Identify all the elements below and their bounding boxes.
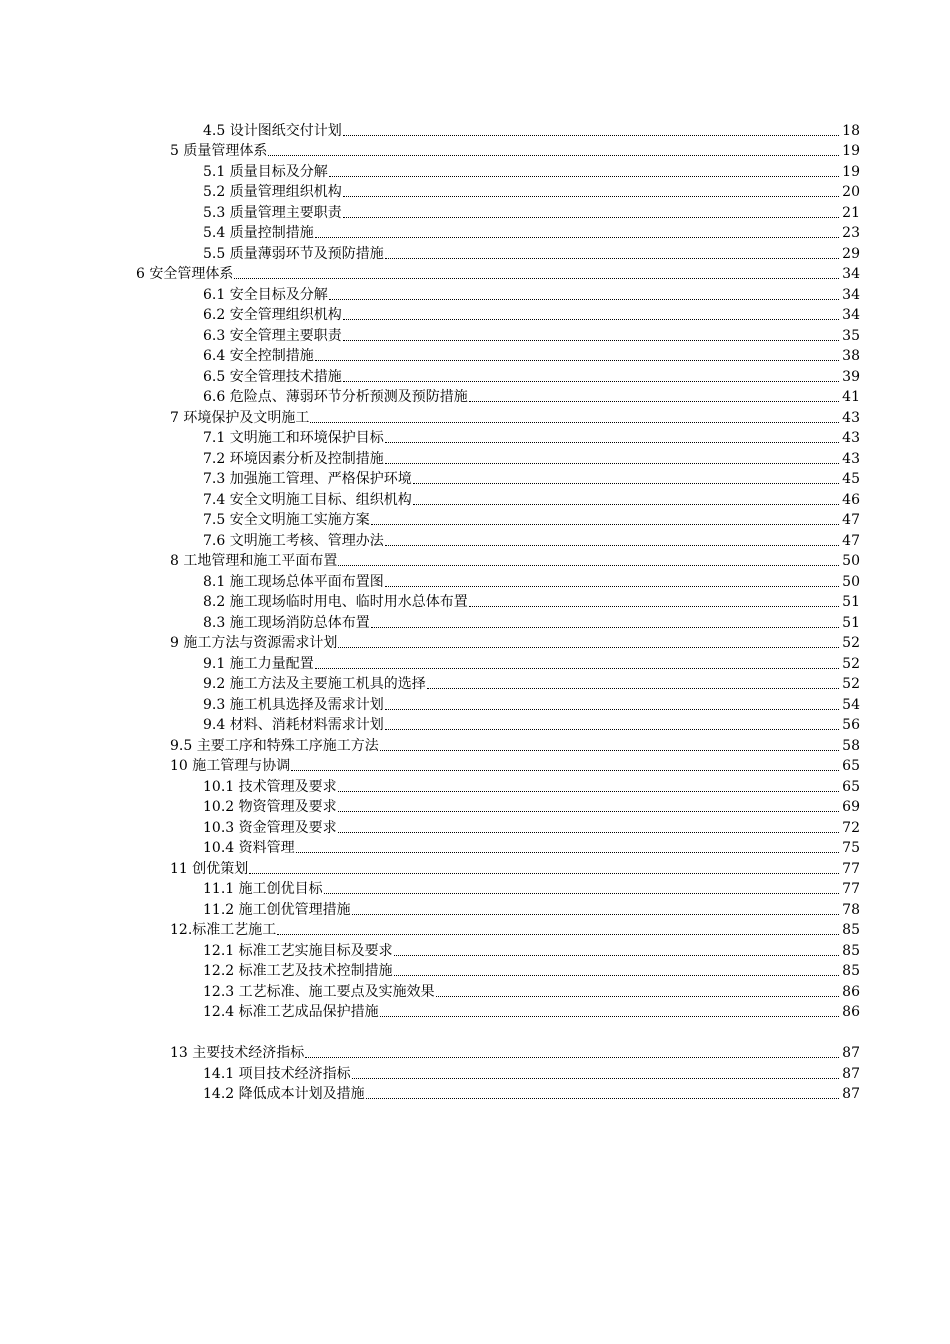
toc-entry[interactable] (0, 447, 950, 468)
toc-entry[interactable] (0, 160, 950, 181)
toc-entry[interactable] (0, 919, 950, 940)
toc-dot-leader (315, 668, 839, 669)
toc-entry-title: 8.3 施工现场消防总体布置 (203, 614, 370, 631)
toc-entry-page-number: 35 (842, 327, 860, 344)
toc-dot-leader (385, 258, 839, 259)
toc-entry[interactable] (0, 939, 950, 960)
toc-dot-leader (427, 688, 839, 689)
toc-dot-leader (385, 463, 839, 464)
toc-entry-page-number: 58 (842, 737, 860, 754)
toc-entry-page-number: 87 (842, 1065, 860, 1082)
toc-entry[interactable] (0, 570, 950, 591)
toc-spacer (0, 1021, 950, 1042)
toc-dot-leader (343, 381, 839, 382)
toc-entry-title: 8.2 施工现场临时用电、临时用水总体布置 (203, 594, 468, 610)
toc-dot-leader (305, 1057, 839, 1058)
toc-dot-leader (385, 545, 839, 546)
toc-entry[interactable] (0, 980, 950, 1001)
toc-entry[interactable] (0, 1042, 950, 1063)
toc-entry[interactable] (0, 140, 950, 161)
toc-entry-title: 6.5 安全管理技术措施 (203, 368, 342, 385)
toc-entry-title: 6 安全管理体系 (136, 266, 234, 282)
toc-entry-page-number: 34 (842, 266, 860, 282)
toc-entry-title: 9 施工方法与资源需求计划 (170, 635, 338, 651)
toc-entry[interactable] (0, 283, 950, 304)
toc-entry-page-number: 34 (842, 286, 860, 303)
toc-entry-title: 8.1 施工现场总体平面布置图 (203, 573, 384, 590)
toc-entry-title: 5.5 质量薄弱环节及预防措施 (203, 245, 384, 262)
table-of-contents (0, 119, 950, 1103)
toc-dot-leader (268, 155, 839, 156)
toc-entry-page-number: 65 (842, 758, 860, 774)
toc-dot-leader (436, 996, 839, 997)
toc-dot-leader (469, 401, 839, 402)
toc-entry-page-number: 50 (842, 573, 860, 590)
toc-dot-leader (296, 852, 839, 853)
toc-entry[interactable] (0, 222, 950, 243)
toc-entry[interactable] (0, 509, 950, 530)
toc-dot-leader (338, 791, 839, 792)
toc-entry-page-number: 86 (842, 983, 860, 1000)
toc-entry-title: 9.1 施工力量配置 (203, 655, 314, 672)
toc-entry-page-number: 52 (842, 676, 860, 692)
toc-entry-title: 5.4 质量控制措施 (203, 225, 314, 241)
toc-dot-leader (413, 504, 839, 505)
toc-dot-leader (413, 483, 839, 484)
toc-entry-title: 6.3 安全管理主要职责 (203, 327, 342, 344)
toc-entry[interactable] (0, 714, 950, 735)
toc-entry[interactable] (0, 755, 950, 776)
toc-entry[interactable] (0, 816, 950, 837)
toc-entry-page-number: 41 (842, 389, 860, 405)
toc-entry[interactable] (0, 427, 950, 448)
toc-entry[interactable] (0, 591, 950, 612)
toc-dot-leader (234, 278, 839, 279)
toc-entry-page-number: 45 (842, 471, 860, 487)
toc-entry-page-number: 87 (842, 1086, 860, 1102)
toc-dot-leader (343, 319, 839, 320)
toc-entry[interactable] (0, 693, 950, 714)
toc-entry-title: 10.2 物资管理及要求 (203, 799, 337, 815)
toc-entry-title: 8 工地管理和施工平面布置 (170, 553, 338, 569)
toc-entry[interactable] (0, 775, 950, 796)
toc-entry[interactable] (0, 181, 950, 202)
toc-entry-page-number: 43 (842, 450, 860, 467)
toc-entry[interactable] (0, 898, 950, 919)
toc-entry[interactable] (0, 1062, 950, 1083)
toc-entry-title: 14.2 降低成本计划及措施 (203, 1086, 365, 1102)
toc-dot-leader (380, 750, 839, 751)
toc-dot-leader (385, 442, 839, 443)
toc-entry[interactable] (0, 857, 950, 878)
toc-entry-page-number: 29 (842, 245, 860, 262)
toc-dot-leader (469, 606, 839, 607)
toc-dot-leader (329, 176, 839, 177)
toc-dot-leader (385, 709, 839, 710)
toc-entry-page-number: 85 (842, 922, 860, 938)
toc-entry-title: 9.5 主要工序和特殊工序施工方法 (170, 737, 379, 754)
toc-dot-leader (324, 893, 839, 894)
toc-entry-title: 4.5 设计图纸交付计划 (203, 122, 342, 139)
toc-dot-leader (338, 647, 839, 648)
toc-dot-leader (310, 422, 839, 423)
toc-dot-leader (366, 1098, 839, 1099)
toc-entry-title: 7.5 安全文明施工实施方案 (203, 512, 370, 528)
toc-entry[interactable] (0, 488, 950, 509)
toc-entry-page-number: 51 (842, 614, 860, 631)
toc-entry-page-number: 43 (842, 430, 860, 446)
toc-entry[interactable] (0, 365, 950, 386)
toc-entry-title: 6.6 危险点、薄弱环节分析预测及预防措施 (203, 389, 468, 405)
toc-dot-leader (343, 196, 839, 197)
toc-entry-page-number: 19 (842, 163, 860, 180)
toc-dot-leader (315, 237, 839, 238)
toc-dot-leader (380, 1016, 839, 1017)
toc-entry-page-number: 69 (842, 799, 860, 815)
toc-entry-page-number: 34 (842, 307, 860, 323)
toc-dot-leader (371, 524, 839, 525)
toc-dot-leader (343, 340, 839, 341)
toc-entry[interactable] (0, 652, 950, 673)
toc-dot-leader (343, 217, 839, 218)
toc-entry-title: 10.3 资金管理及要求 (203, 819, 337, 836)
toc-entry-title: 12.3 工艺标准、施工要点及实施效果 (203, 983, 435, 1000)
toc-entry-title: 7.4 安全文明施工目标、组织机构 (203, 491, 412, 508)
toc-entry[interactable] (0, 611, 950, 632)
toc-entry[interactable] (0, 632, 950, 653)
toc-entry-title: 5.1 质量目标及分解 (203, 163, 328, 180)
toc-dot-leader (329, 299, 839, 300)
toc-entry[interactable] (0, 345, 950, 366)
toc-entry-title: 5 质量管理体系 (170, 143, 268, 159)
toc-entry-page-number: 50 (842, 553, 860, 569)
toc-entry[interactable] (0, 304, 950, 325)
toc-dot-leader (371, 627, 839, 628)
toc-entry-page-number: 23 (842, 225, 860, 241)
toc-entry[interactable] (0, 468, 950, 489)
toc-entry-page-number: 46 (842, 491, 860, 508)
toc-entry[interactable] (0, 386, 950, 407)
toc-dot-leader (277, 934, 839, 935)
toc-entry-page-number: 77 (842, 860, 860, 877)
toc-entry-page-number: 75 (842, 840, 860, 856)
toc-entry-title: 6.1 安全目标及分解 (203, 286, 328, 303)
toc-entry-page-number: 47 (842, 532, 860, 549)
toc-entry-title: 12.4 标准工艺成品保护措施 (203, 1004, 379, 1020)
toc-entry-page-number: 20 (842, 184, 860, 200)
toc-entry-title: 10.1 技术管理及要求 (203, 778, 337, 795)
toc-entry-title: 11.2 施工创优管理措施 (203, 901, 351, 918)
toc-dot-leader (352, 1078, 839, 1079)
toc-entry-title: 7.2 环境因素分析及控制措施 (203, 450, 384, 467)
toc-dot-leader (338, 565, 839, 566)
toc-entry-title: 14.1 项目技术经济指标 (203, 1065, 351, 1082)
toc-dot-leader (249, 873, 839, 874)
toc-entry-page-number: 72 (842, 819, 860, 836)
toc-entry[interactable] (0, 242, 950, 263)
toc-entry-title: 12.2 标准工艺及技术控制措施 (203, 963, 393, 979)
toc-entry[interactable] (0, 529, 950, 550)
toc-dot-leader (338, 832, 839, 833)
toc-entry[interactable] (0, 201, 950, 222)
toc-dot-leader (394, 975, 839, 976)
toc-entry-title: 12.1 标准工艺实施目标及要求 (203, 942, 393, 959)
toc-entry[interactable] (0, 1083, 950, 1104)
toc-entry-page-number: 65 (842, 778, 860, 795)
toc-entry-title: 9.3 施工机具选择及需求计划 (203, 696, 384, 713)
toc-entry-page-number: 87 (842, 1045, 860, 1061)
toc-entry-title: 13 主要技术经济指标 (170, 1045, 305, 1061)
toc-entry[interactable] (0, 406, 950, 427)
toc-entry[interactable] (0, 673, 950, 694)
toc-entry-page-number: 77 (842, 881, 860, 897)
toc-entry-page-number: 38 (842, 348, 860, 364)
toc-entry-page-number: 52 (842, 635, 860, 651)
toc-entry-page-number: 21 (842, 204, 860, 221)
toc-entry-page-number: 18 (842, 122, 860, 139)
toc-dot-leader (394, 955, 839, 956)
toc-entry[interactable] (0, 734, 950, 755)
toc-entry-page-number: 85 (842, 942, 860, 959)
toc-entry[interactable] (0, 550, 950, 571)
toc-entry-page-number: 39 (842, 368, 860, 385)
toc-dot-leader (385, 586, 839, 587)
toc-entry-page-number: 19 (842, 143, 860, 159)
toc-entry-title: 12.标准工艺施工 (170, 922, 277, 938)
toc-entry-page-number: 85 (842, 963, 860, 979)
toc-entry[interactable] (0, 119, 950, 140)
toc-entry-page-number: 43 (842, 409, 860, 426)
toc-entry-title: 11.1 施工创优目标 (203, 881, 323, 897)
toc-entry-page-number: 51 (842, 594, 860, 610)
toc-entry-title: 9.4 材料、消耗材料需求计划 (203, 717, 384, 733)
toc-entry[interactable] (0, 263, 950, 284)
toc-entry-title: 7.6 文明施工考核、管理办法 (203, 532, 384, 549)
toc-dot-leader (343, 135, 839, 136)
toc-entry-title: 6.4 安全控制措施 (203, 348, 314, 364)
toc-entry[interactable] (0, 960, 950, 981)
toc-entry[interactable] (0, 796, 950, 817)
toc-entry-title: 10.4 资料管理 (203, 840, 295, 856)
toc-entry-title: 11 创优策划 (170, 860, 249, 877)
toc-entry-page-number: 52 (842, 655, 860, 672)
toc-entry-page-number: 47 (842, 512, 860, 528)
toc-entry-title: 6.2 安全管理组织机构 (203, 307, 342, 323)
toc-entry-title: 5.3 质量管理主要职责 (203, 204, 342, 221)
toc-entry[interactable] (0, 878, 950, 899)
toc-entry-page-number: 54 (842, 696, 860, 713)
toc-entry-title: 7.3 加强施工管理、严格保护环境 (203, 471, 412, 487)
toc-entry-title: 10 施工管理与协调 (170, 758, 291, 774)
toc-entry-page-number: 56 (842, 717, 860, 733)
toc-entry[interactable] (0, 1001, 950, 1022)
toc-entry-title: 9.2 施工方法及主要施工机具的选择 (203, 676, 426, 692)
toc-entry[interactable] (0, 324, 950, 345)
toc-dot-leader (385, 729, 839, 730)
toc-entry-page-number: 86 (842, 1004, 860, 1020)
toc-entry[interactable] (0, 837, 950, 858)
toc-dot-leader (338, 811, 839, 812)
toc-dot-leader (291, 770, 839, 771)
toc-entry-title: 7 环境保护及文明施工 (170, 409, 310, 426)
toc-entry-title: 7.1 文明施工和环境保护目标 (203, 430, 384, 446)
toc-entry-page-number: 78 (842, 901, 860, 918)
toc-dot-leader (315, 360, 839, 361)
toc-dot-leader (352, 914, 839, 915)
toc-entry-title: 5.2 质量管理组织机构 (203, 184, 342, 200)
